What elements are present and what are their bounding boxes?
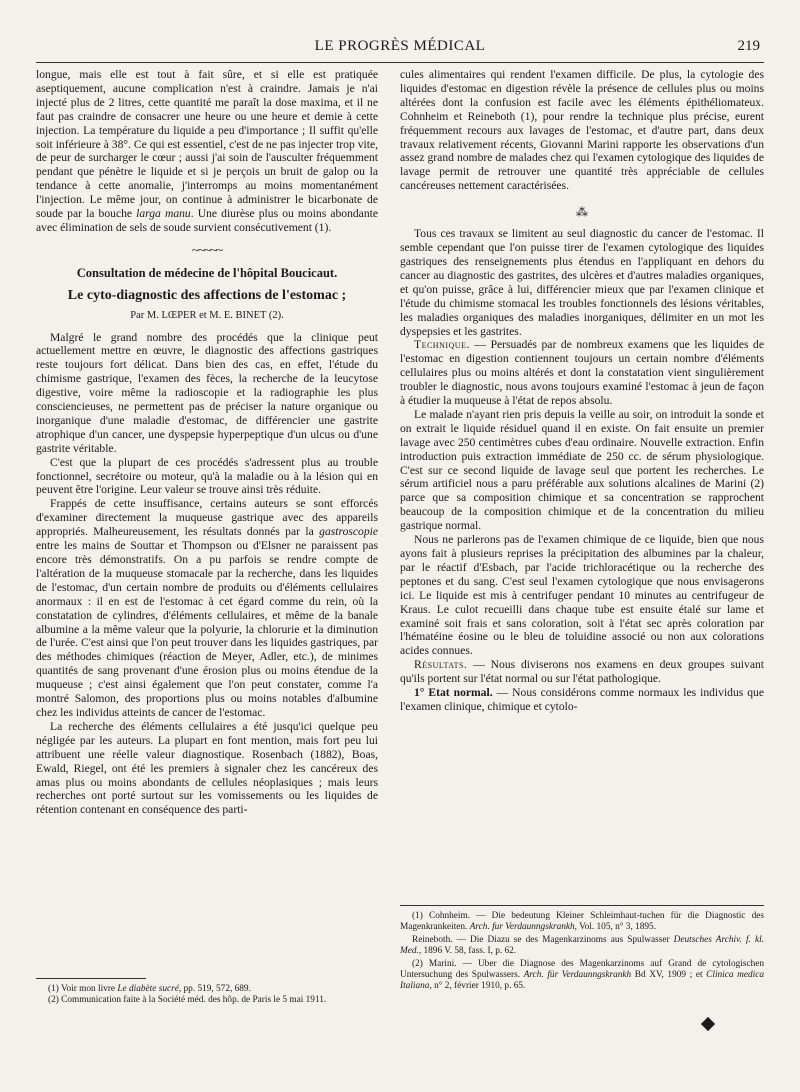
paragraph: Tous ces travaux se limitent au seul diagnostic du cancer de l'estomac. Il semble cependant que l'on puisse tirer de l'examen cytologique des liquides gastriques des renseignements plus étendus en l'appliquant en dehors du cancer au diagnostic des gastrites, des ulcères et d'autres maladies organiques, et qu'on puisse, grâce à lui, différencier mieux que par l'examen clinique et l'étude du chimisme stomacal les troubles fonctionnels des lésions véritables, les maladies organiques des maladies inorganiques, délimiter en un mot les dyspepsies et les gastrites. — [400, 227, 764, 338]
paragraph-text: entre les mains de Souttar et Thompson ou d'Elsner ne paraissent pas encore très démonstratifs. On a pu parfois se rendre compte de l'altération de la muqueuse stomacale par la recherche, dans les liquides de l'estomac, d'un certain nombre de produits ou d'éléments cellulaires anormaux : il en est de l'estomac à cet égard comme du rein, où la constatation de cylindres, d'éléments cellulaires, et même de la banale albumine a la même valeur que la polyurie, la chlorurie et la diminution de l'urée. C'est ainsi que l'on peut trouver dans les liquides gastriques, par des méthodes chimiques (réaction de Meyer, Adler, etc.), de minimes quantités de sang provenant d'une érosion plus ou moins étendue de la muqueuse ; c'est ainsi également que l'on peut constater, comme l'a montré Salomon, des proportions plus ou moins notables d'albumine chez les individus atteints de cancer de l'estomac. — [36, 539, 378, 719]
italic-phrase: Deutsches Archiv. f. kl. Med., — [400, 935, 764, 956]
italic-phrase: Arch. fur Verdaunngskrankh, — [469, 922, 577, 932]
paragraph: Nous ne parlerons pas de l'examen chimique de ce liquide, bien que nous ayons fait à plusieurs reprises la précipitation des albumines par la chaleur, par le réactif d'Esbach, par l'acide trichloracétique ou la recherche des peptones et du sang. C'est seul l'examen cytologique que nous envisagerons ici. Le liquide est mis à centrifuger pendant 10 minutes au centrifugeur de Kraus. Le culot recueilli dans chaque tube est ensuite étalé sur lame et examiné soit frais et sans coloration, soit à l'état sec après coloration par l'hématéine éosine ou le bleu de toluidine associé ou non aux colorations acides connues. — [400, 533, 764, 658]
footnote-text: Vol. 105, n° 3, 1895. — [576, 922, 657, 932]
footnote-text: (2) Marini. — Uber die Diagnose des Magenkarzinoms auf Grand de cytologischen Untersuchung des Spulwassers. — [400, 959, 764, 980]
footnote-text: , pp. 519, 572, 689. — [178, 984, 251, 994]
paragraph-text: — Persuadés par de nombreux examens que les liquides de l'estomac en digestion contiennent toujours un certain nombre d'éléments cellulaires plus ou moins altérés et dont la constatation vient singulièrement troubler le diagnostic, nous avons toujours examiné l'estomac à jeun de façon à étudier la muqueuse à l'état de repos absolu. — [400, 338, 764, 408]
footnote-text: Bd XV, 1909 ; et — [631, 970, 703, 980]
footnote — [400, 959, 764, 992]
run-in-heading: Résultats. — [414, 658, 468, 672]
footnote-text: , n° 2, février 1910, p. 65. — [429, 981, 526, 991]
paragraph — [400, 658, 764, 686]
end-ornament — [701, 1017, 715, 1031]
paragraph: C'est que la plupart de ces procédés s'adressent plus au trouble fonctionnel, secrétoire ou moteur, qu'à la maladie ou à la lésion qui en peuvent être l'origine. Leur valeur se trouve ainsi très réduite. — [36, 455, 378, 497]
left-column — [36, 68, 378, 817]
section-divider: ~~~~~ — [191, 241, 223, 257]
paragraph-continuation: cules alimentaires qui rendent l'examen difficile. De plus, la cytologie des liquides d'estomac en digestion révèle la présence de cellules plus ou moins altérées dont la confusion est facile avec les éléments épithéliomateux. Cohnheim et Reineboth (1), pour rendre la technique plus précise, eurent fréquemment recours aux lavages de l'estomac, et d'autre part, dans deux travaux relativement récents, Giovanni Marini rapporte les observations d'un assez grand nombre de malades chez qui l'examen cytologique des liquides de lavage permit de retrouver une quantité très appréciable de cellules cancéreuses nettement caractérisées. — [400, 68, 764, 193]
footnote-text: 1896 V. 58, fass. I, p. 62. — [421, 946, 517, 956]
paragraph: Malgré le grand nombre des procédés que la clinique peut actuellement mettre en œuvre, le diagnostic des affections gastriques reste toujours fort délicat. Dans bien des cas, en effet, l'étude du chimisme gastrique, l'examen des fèces, la recherche de la leucytose digestive, voire même la radioscopie et la radiographie les plus consciencieuses, ne permettent pas de préciser la nature organique ou inorganique d'une maladie d'estomac, de différencier une gastrite atrophique d'un cancer, une dyspepsie hyperpeptique d'un ulcus ou d'une gastrite véritable. — [36, 330, 378, 455]
paragraph: Le malade n'ayant rien pris depuis la veille au soir, on introduit la sonde et on extrait le liquide résiduel quand il en existe. On fait ensuite un premier lavage avec 250 centimètres cubes d'eau ordinaire. Nouvelle extraction. Enfin introduction puis extraction immédiate de 250 cc. de sérum physiologique. C'est sur ce second liquide de lavage seul que portent les recherches. Le sérum artificiel nous a paru préférable aux solutions alcalines de Marini (2) parce que sa composition chimique et sa concentration se rapprochent beaucoup de la composition chimique et de la concentration du milieu gastrique normal. — [400, 407, 764, 533]
paragraph-text: . Une diurèse plus ou moins abondante avec élimination de sels de soude survient consécutivement (1). — [36, 207, 378, 234]
footnote — [400, 935, 764, 957]
running-title: LE PROGRÈS MÉDICAL — [314, 38, 486, 54]
run-in-heading: Technique. — [414, 338, 470, 352]
paragraph-text: — Nous diviserons nos examens en deux groupes suivant qu'ils portent sur l'état normal ou sur l'état pathologique. — [400, 658, 764, 686]
paragraph — [400, 686, 764, 714]
footnote-text: (1) Voir mon livre — [48, 984, 116, 994]
italic-phrase: Clinica medica Italiana — [400, 970, 765, 991]
paragraph: La recherche des éléments cellulaires a été jusqu'ici quelque peu négligée par les auteurs. La plupart en font mention, mais fort peu lui attribuent une réelle valeur diagnostique. Rosenbach (1882), Boas, Ewald, Riegel, ont été les premiers à signaler chez les cancéreux des amas plus ou moins abondants de cellules néoplasiques ; mais leurs recherches ont porté surtout sur les vomissements ou les liquides de rétention contenant en conséquence des parti- — [36, 719, 378, 817]
footnote-text: (1) Cohnheim. — Die bedeutung Kleiner Schleimhaut-tuchen für die Diagnostic des Magenkrankeiten. — [400, 911, 764, 932]
page-number: 219 — [737, 38, 760, 54]
paragraph — [36, 497, 378, 720]
header-rule — [36, 62, 764, 63]
paragraph-text: Frappés de cette insuffisance, certains auteurs se sont efforcés d'examiner directement la muqueuse gastrique avec des appareils appropriés. Malheureusement, les résultats donnés par la — [36, 497, 378, 539]
footnote: (2) Communication faite à la Société méd. des hôp. de Paris le 5 mai 1911. — [48, 995, 327, 1005]
article-byline: Par M. LŒPER et M. E. BINET (2). — [130, 309, 284, 321]
footnote-rule — [400, 905, 764, 906]
asterism: ⁂ — [576, 205, 588, 220]
run-in-heading: 1° Etat normal. — [414, 686, 493, 700]
italic-phrase: Le diabète sucré — [117, 984, 179, 994]
footnote-rule — [36, 978, 146, 979]
footnote-text: Reineboth. — Die Diazu se des Magenkarzinoms aus Spulwasser — [412, 935, 670, 945]
footnote — [400, 911, 764, 933]
footnote — [36, 984, 378, 995]
paragraph-text: — Nous considérons comme normaux les individus que l'examen clinique, chimique et cytolo- — [400, 686, 764, 713]
paragraph — [400, 338, 764, 408]
paragraph-continuation — [36, 68, 378, 235]
right-footnotes — [400, 911, 764, 994]
italic-phrase: larga manu — [136, 207, 191, 221]
section-heading: Consultation de médecine de l'hôpital Boucicaut. — [76, 265, 338, 280]
right-column — [400, 68, 764, 714]
italic-phrase: Arch. für Verdaunngskrankh — [523, 970, 632, 980]
article-title: Le cyto-diagnostic des affections de l'estomac ; — [67, 287, 347, 303]
left-footnotes — [36, 984, 378, 1006]
paragraph-text: longue, mais elle est tout à fait sûre, et si elle est pratiquée aseptiquement, aucune complication n'est à craindre. Jamais je n'ai injecté plus de 2 litres, cette quantité me paraît la dose maxima, et il ne faut pas craindre de consacrer une heure ou une heure et demie à cette injection. La température du liquide a peu d'importance ; Il suffit qu'elle soit inférieure à 38°. Ce qui est essentiel, c'est de ne pas injecter trop vite, de peur de surcharger le cœur ; aussi j'ai soin de l'ausculter fréquemment pendant que pénètre le liquide et si je perçois un bruit de galop ou la tendance à cette anomalie, j'interromps au moins momentanément l'injection. Le même jour, on continue à administrer le bicarbonate de soude par la bouche — [36, 68, 378, 221]
italic-phrase: gastroscopie — [319, 525, 378, 539]
